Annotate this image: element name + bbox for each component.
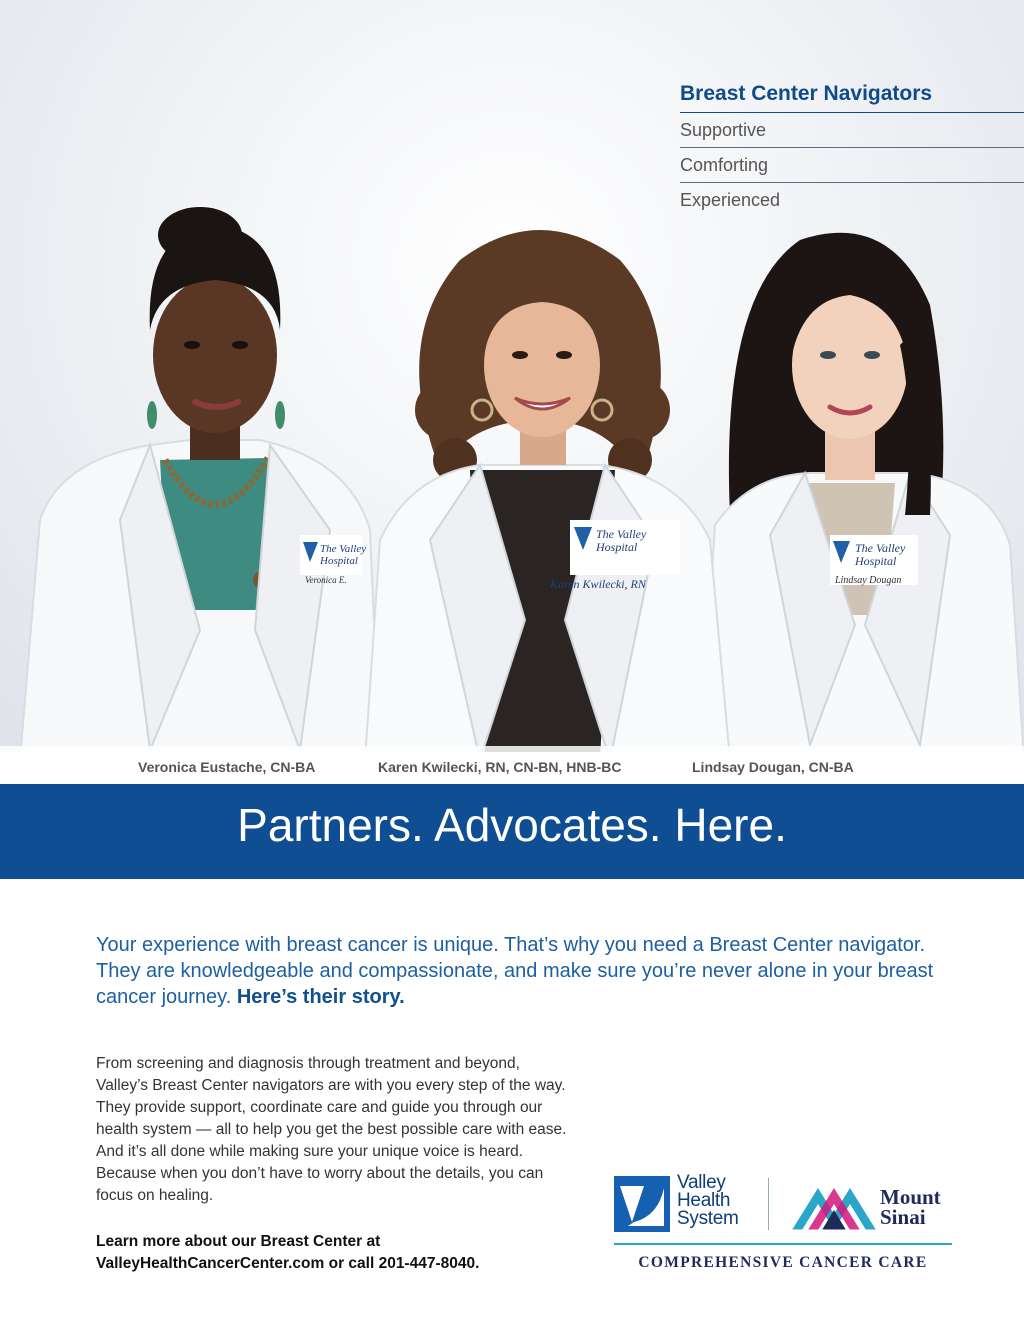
logo-divider (768, 1178, 769, 1230)
tagline-item: Comforting (680, 148, 1024, 183)
navigator-photo-center (350, 220, 740, 752)
body-paragraph: From screening and diagnosis through treatment and beyond, Valley’s Breast Center navigators are with you every step of the way. They provide support, coordinate care and guide you through our health system — all to help you get the best possible care with ease. And it’s all done while making sure your unique voice is heard. Because when you don’t have to worry about the details, you can focus on healing. (96, 1055, 567, 1204)
tagline-panel (680, 82, 1024, 217)
mount-sinai-wordmark: Mount Sinai (880, 1185, 941, 1229)
coat-logo-text: The Valley (320, 543, 367, 555)
tagline-item: Supportive (680, 113, 1024, 148)
intro-text: Your experience with breast cancer is unique. That’s why you need a Breast Center navigator. They are knowledgeable and compassionate, and make sure you’re never alone in your breast cancer journey. (96, 934, 934, 1008)
comprehensive-cancer-care-label: COMPREHENSIVE CANCER CARE (638, 1254, 928, 1271)
tagline-title: Breast Center Navigators (680, 82, 1024, 113)
navigator-photo-right (690, 215, 1024, 752)
intro-highlight: Here’s their story. (236, 986, 405, 1008)
logo-rule (614, 1243, 952, 1245)
navigator-name: Karen Kwilecki, RN, CN-BN, HNB-BC (378, 759, 622, 775)
tagline-item: Experienced (680, 190, 781, 210)
cta-line: Learn more about our Breast Center at (96, 1233, 381, 1250)
svg-text:Hospital: Hospital (855, 554, 897, 568)
valley-health-system-wordmark: Valley Health System (677, 1172, 739, 1229)
mount-sinai-logo-icon (792, 1176, 876, 1237)
intro-paragraph (96, 932, 936, 1010)
valley-health-system-logo-icon (614, 1176, 670, 1237)
headline-banner (0, 784, 1024, 879)
navigator-name: Lindsay Dougan, CN-BA (692, 759, 854, 775)
svg-text:Hospital: Hospital (596, 540, 638, 554)
svg-text:The Valley: The Valley (855, 541, 906, 555)
coat-badge-name: Lindsay Dougan (835, 575, 902, 586)
svg-text:Hospital: Hospital (320, 555, 358, 567)
cta-contact: ValleyHealthCancerCenter.com or call 201-447-8040. (96, 1255, 480, 1272)
svg-text:The Valley: The Valley (596, 527, 647, 541)
coat-badge-name: Karen Kwilecki, RN (550, 577, 646, 591)
navigator-name-strip (0, 746, 1024, 784)
navigator-name: Veronica Eustache, CN-BA (138, 759, 316, 775)
navigator-photo-left (0, 190, 380, 752)
coat-badge-name: Veronica E. (305, 575, 347, 585)
headline: Partners. Advocates. Here. (237, 799, 787, 851)
call-to-action (96, 1231, 576, 1275)
